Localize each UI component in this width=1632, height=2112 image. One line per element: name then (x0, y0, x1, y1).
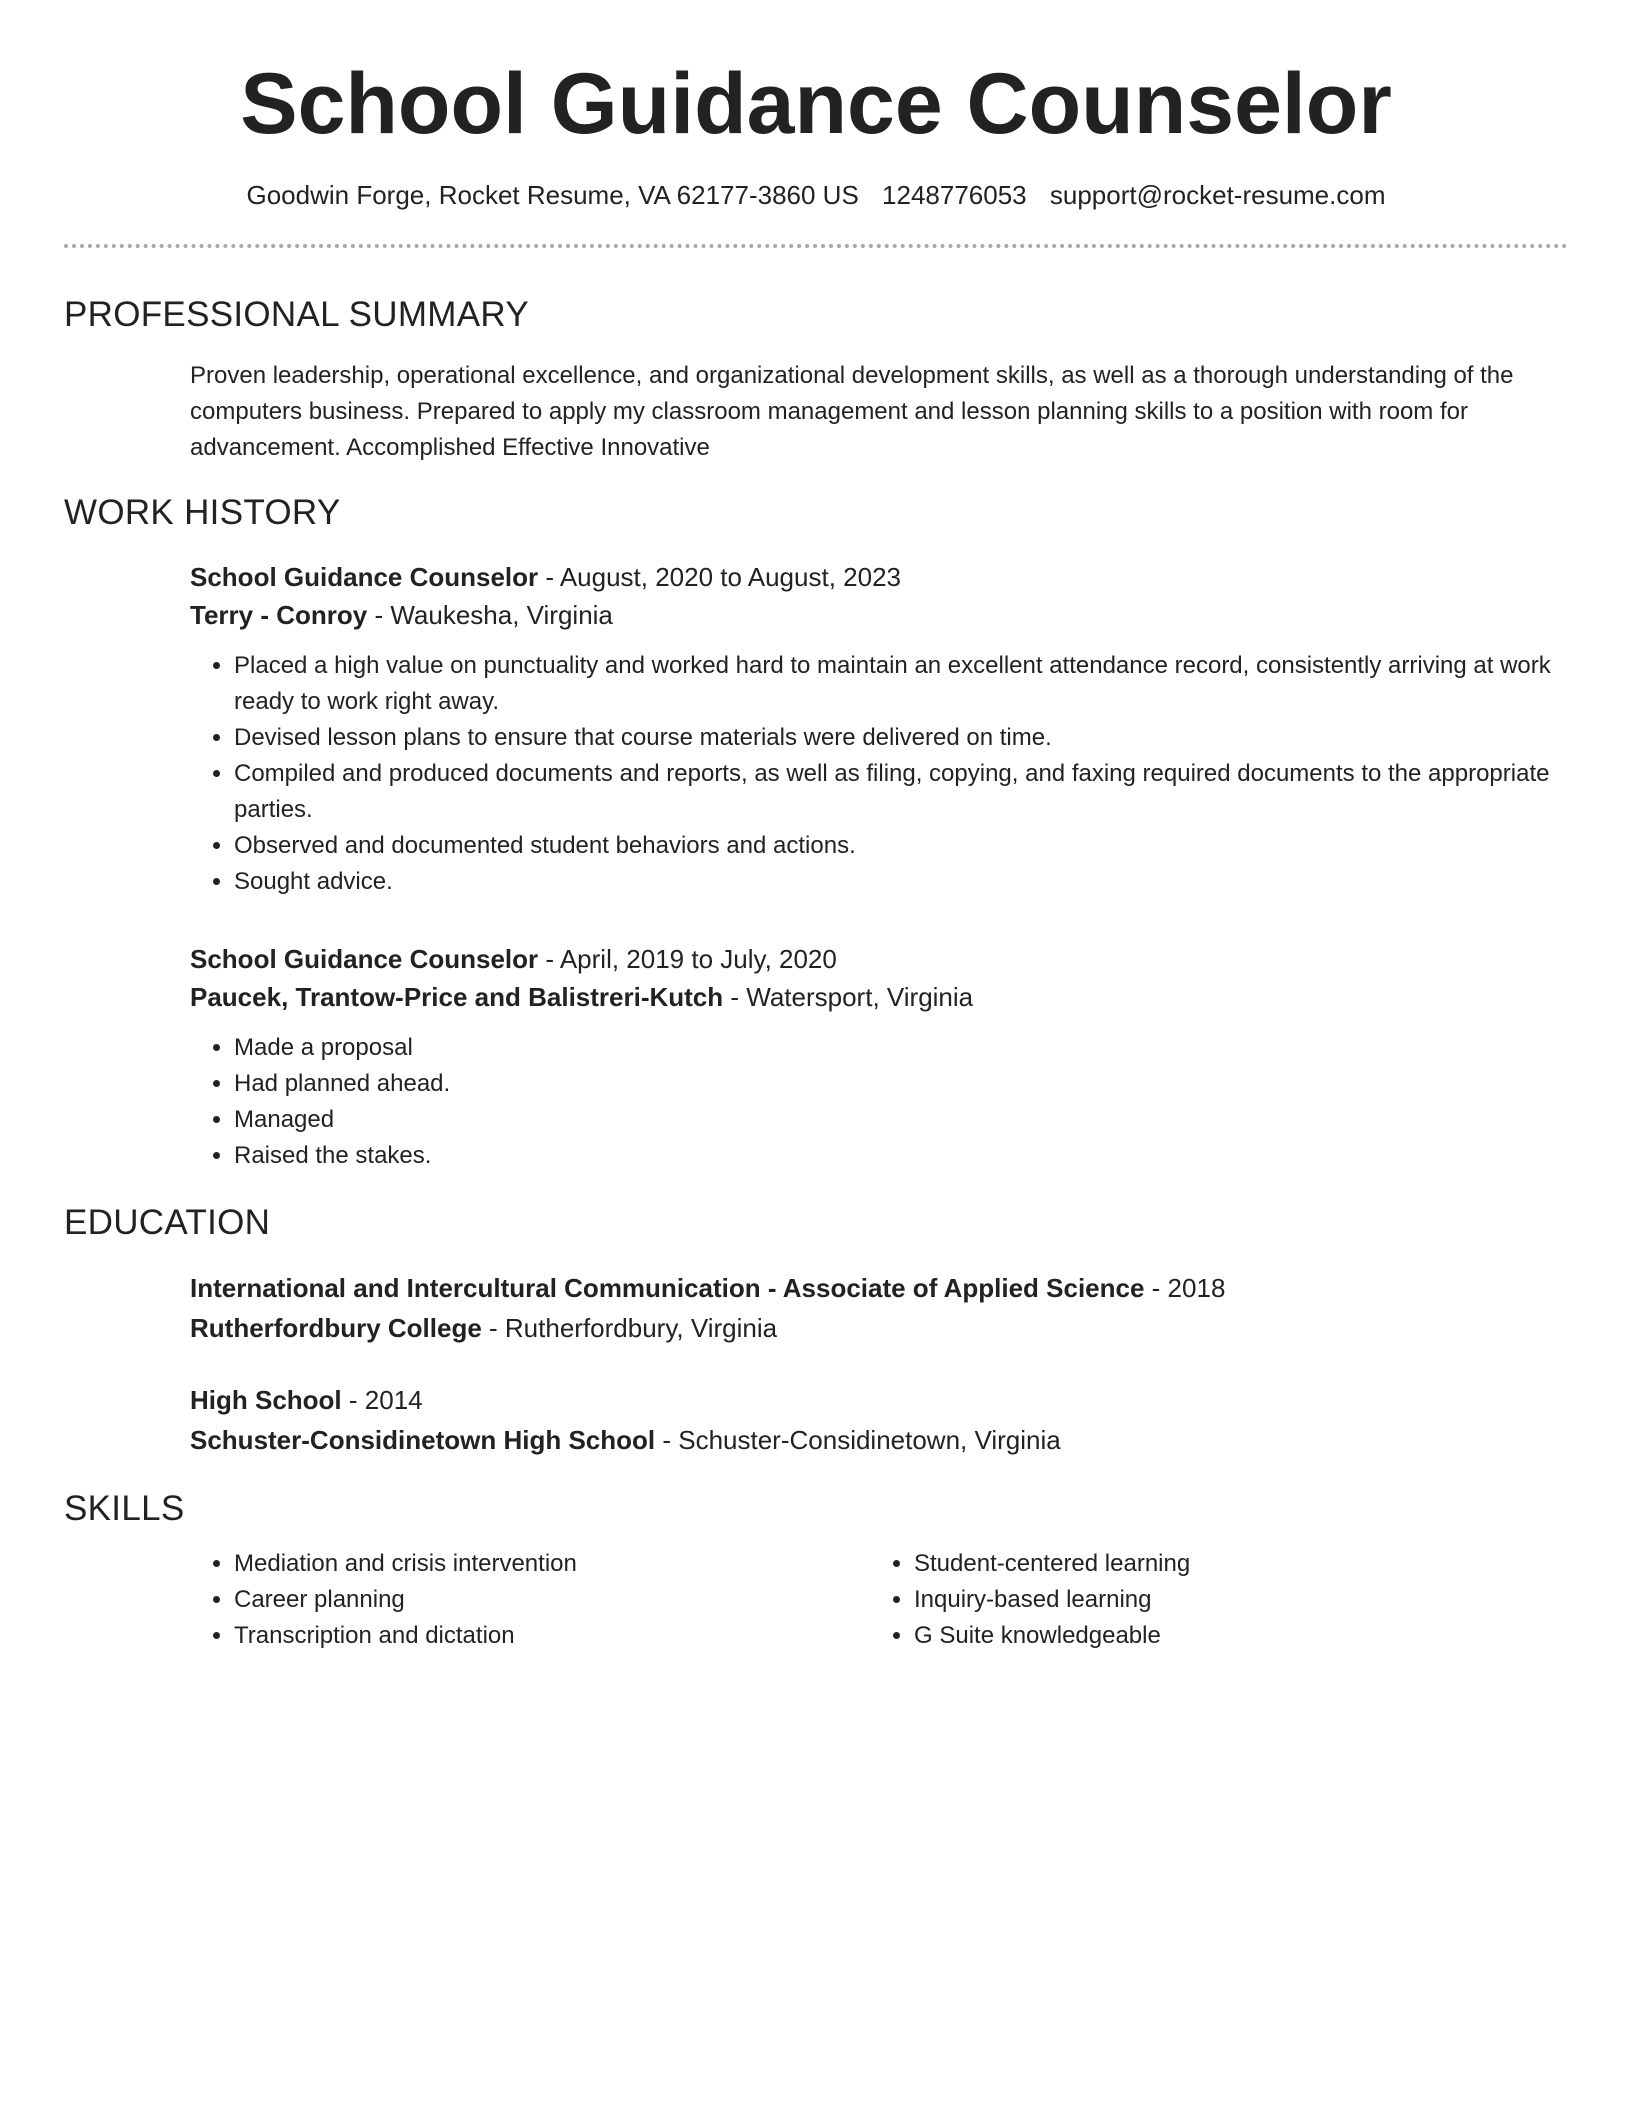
job-title: School Guidance Counselor (190, 562, 539, 592)
summary-section (64, 294, 1568, 466)
resume-name: School Guidance Counselor (240, 56, 1392, 152)
education-year: - 2018 (1144, 1273, 1226, 1303)
header-divider (64, 244, 1568, 248)
contact-line (64, 178, 1568, 212)
job-location: - Watersport, Virginia (723, 982, 974, 1012)
job-entry (190, 558, 1568, 900)
skills-grid (190, 1546, 1568, 1654)
job-company-line (190, 596, 1568, 634)
work-history-section (64, 492, 1568, 1174)
skills-list (870, 1546, 1550, 1654)
contact-phone: 1248776053 (882, 180, 1027, 210)
education-entry (190, 1380, 1568, 1460)
skill-item: • G Suite knowledgeable (914, 1618, 1550, 1654)
education-location: - Rutherfordbury, Virginia (481, 1313, 778, 1343)
job-dates: - April, 2019 to July, 2020 (538, 944, 837, 974)
job-title-line (190, 940, 1568, 978)
summary-heading: PROFESSIONAL SUMMARY (64, 295, 529, 334)
education-school-line (190, 1308, 1568, 1348)
skills-column-left (190, 1546, 870, 1654)
skill-item: • Inquiry-based learning (914, 1582, 1550, 1618)
job-bullet: • Devised lesson plans to ensure that course materials were delivered on time. (234, 720, 1568, 756)
job-title-line (190, 558, 1568, 596)
education-year: - 2014 (341, 1385, 423, 1415)
skills-list (190, 1546, 870, 1654)
education-school: Rutherfordbury College (190, 1313, 482, 1343)
job-bullet: • Made a proposal (234, 1030, 1568, 1066)
job-bullet: • Observed and documented student behaviors and actions. (234, 828, 1568, 864)
skill-item: • Career planning (234, 1582, 870, 1618)
job-dates: - August, 2020 to August, 2023 (538, 562, 901, 592)
contact-address: Goodwin Forge, Rocket Resume, VA 62177-3860 US (246, 180, 859, 210)
education-heading: EDUCATION (64, 1203, 271, 1242)
education-degree-line (190, 1268, 1568, 1308)
education-degree-line (190, 1380, 1568, 1420)
skill-item: • Student-centered learning (914, 1546, 1550, 1582)
job-bullet: • Sought advice. (234, 864, 1568, 900)
skill-item: • Mediation and crisis intervention (234, 1546, 870, 1582)
skill-item: • Transcription and dictation (234, 1618, 870, 1654)
skills-heading: SKILLS (64, 1489, 185, 1528)
job-company: Terry - Conroy (190, 600, 368, 630)
education-school-line (190, 1420, 1568, 1460)
job-title: School Guidance Counselor (190, 944, 539, 974)
job-bullets (190, 1030, 1568, 1174)
job-company: Paucek, Trantow-Price and Balistreri-Kutch (190, 982, 724, 1012)
job-location: - Waukesha, Virginia (367, 600, 613, 630)
summary-text: Proven leadership, operational excellence, and organizational development skills, as well as a thorough understanding of the computers business. Prepared to apply my classroom management and lesson planning skills to a position with room for advancement. Accomplished Effective Innovative (190, 362, 1514, 461)
job-bullets (190, 648, 1568, 900)
job-bullet: • Placed a high value on punctuality and worked hard to maintain an excellent attendance record, consistently arriving at work ready to work right away. (234, 648, 1568, 720)
education-entry (190, 1268, 1568, 1348)
job-company-line (190, 978, 1568, 1016)
skills-section (64, 1488, 1568, 1654)
education-location: - Schuster-Considinetown, Virginia (655, 1425, 1061, 1455)
contact-email: support@rocket-resume.com (1049, 180, 1386, 210)
job-bullet: • Compiled and produced documents and reports, as well as filing, copying, and faxing required documents to the appropriate parties. (234, 756, 1568, 828)
work-history-heading: WORK HISTORY (64, 493, 341, 532)
skills-column-right (870, 1546, 1550, 1654)
education-section (64, 1202, 1568, 1460)
education-degree: International and Intercultural Communication - Associate of Applied Science (190, 1273, 1145, 1303)
job-bullet: • Managed (234, 1102, 1568, 1138)
education-school: Schuster-Considinetown High School (190, 1425, 656, 1455)
job-entry (190, 940, 1568, 1174)
job-bullet: • Raised the stakes. (234, 1138, 1568, 1174)
education-degree: High School (190, 1385, 342, 1415)
job-bullet: • Had planned ahead. (234, 1066, 1568, 1102)
